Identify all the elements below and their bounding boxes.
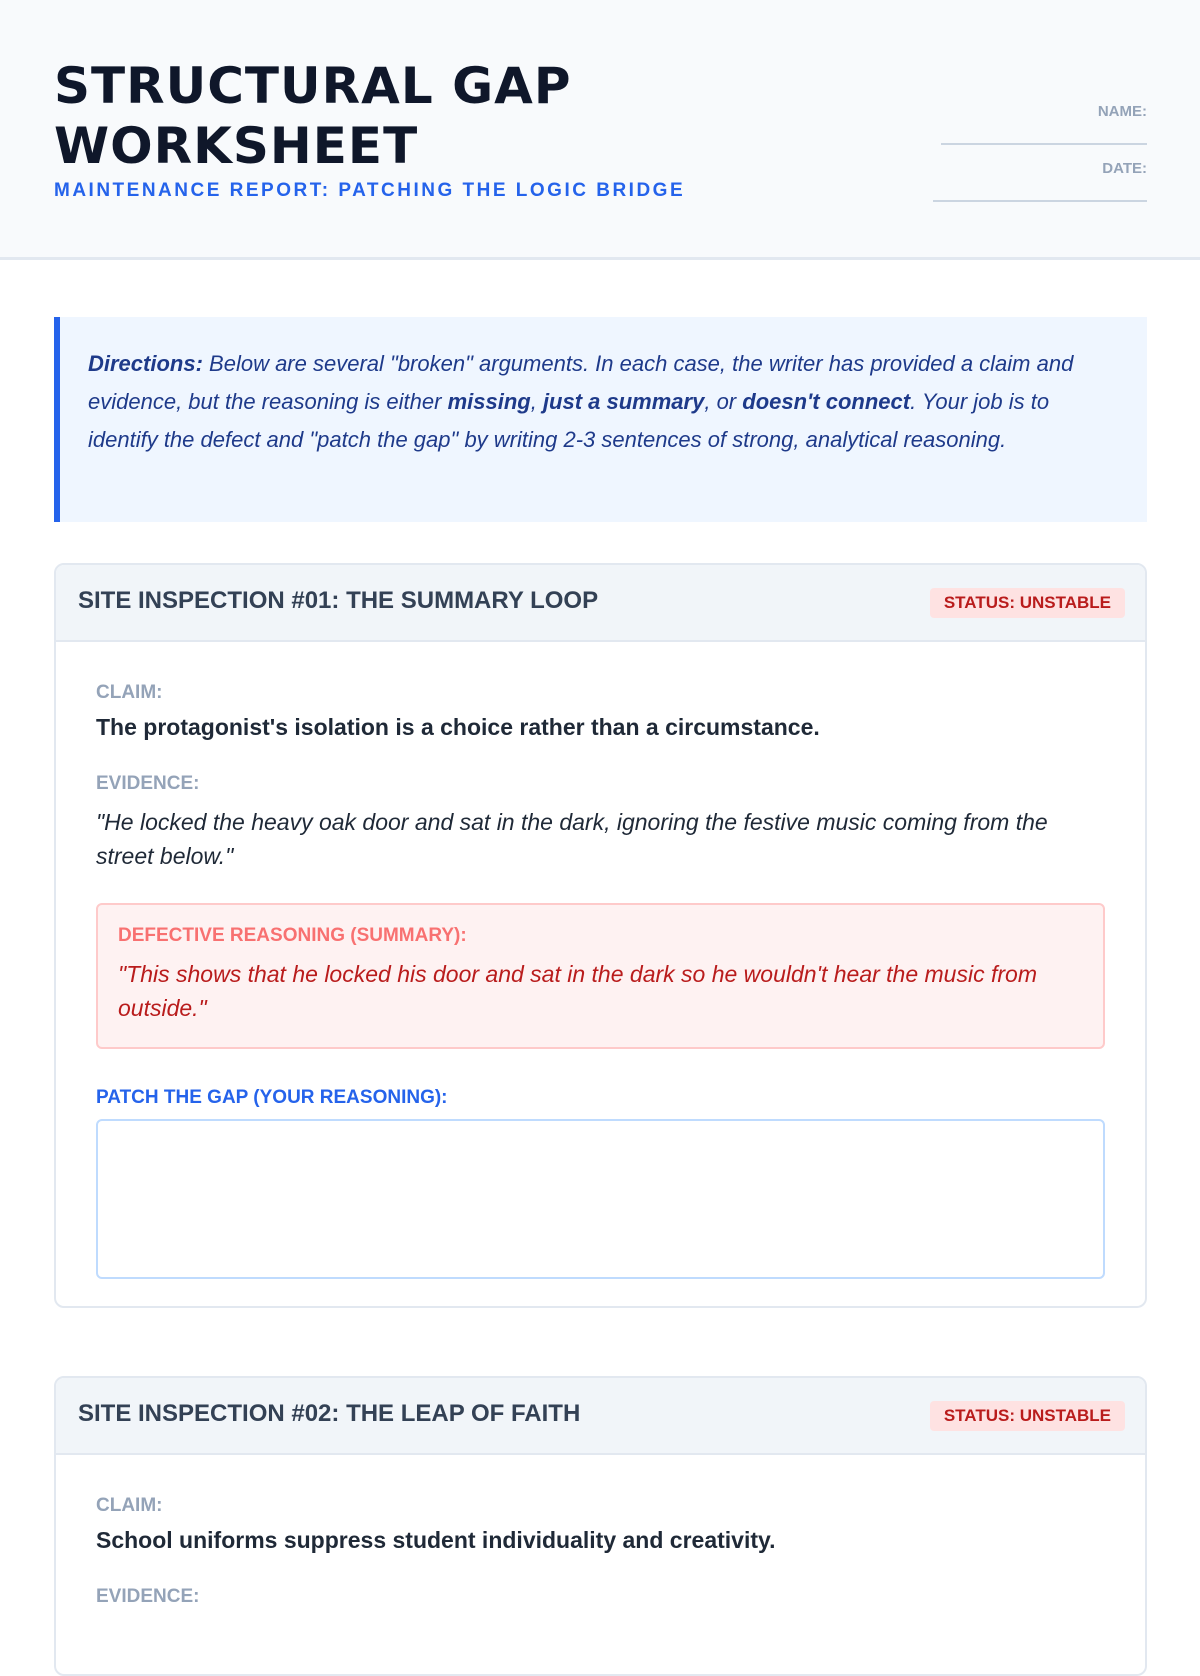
status-badge: STATUS: UNSTABLE — [930, 588, 1125, 618]
name-label: NAME: — [1097, 103, 1147, 120]
defect-summary: just a summary — [542, 389, 705, 414]
evidence-label: EVIDENCE: — [96, 1586, 200, 1607]
directions-text: Below are several "broken" arguments. In each case, the writer has provided a claim and evidence, but the reasoning is either — [88, 351, 1074, 414]
worksheet-header — [0, 0, 1200, 260]
directions-sep: , or — [704, 389, 743, 414]
patch-gap-label: PATCH THE GAP (YOUR REASONING): — [96, 1087, 448, 1108]
defect-disconnect: doesn't connect — [742, 389, 911, 414]
page-title: STRUCTURAL GAP WORKSHEET — [54, 57, 572, 175]
defective-reasoning-text: "This shows that he locked his door and sat in the dark so he wouldn't hear the music from outside." — [118, 961, 1037, 1021]
inspection-card-header — [56, 565, 1145, 642]
inspection-card — [54, 563, 1147, 1308]
claim-text: The protagonist's isolation is a choice rather than a circumstance. — [96, 714, 820, 740]
patch-gap-input[interactable] — [96, 1119, 1105, 1279]
directions-box — [54, 317, 1147, 522]
defective-reasoning-label: DEFECTIVE REASONING (SUMMARY): — [118, 925, 467, 946]
inspection-card-body — [56, 1455, 1145, 1658]
evidence-label: EVIDENCE: — [96, 773, 200, 794]
inspection-card-header — [56, 1378, 1145, 1455]
claim-label: CLAIM: — [96, 1495, 163, 1516]
defective-reasoning-box — [96, 903, 1105, 1049]
date-line — [933, 200, 1147, 202]
claim-text: School uniforms suppress student individuality and creativity. — [96, 1527, 776, 1553]
directions-label: Directions: — [88, 351, 203, 376]
status-badge: STATUS: UNSTABLE — [930, 1401, 1125, 1431]
directions-text: . Your job is to identify the defect and "patch the gap" by writing 2-3 sentences of strong, analytical reasoning. — [88, 389, 1050, 452]
evidence-text: "He locked the heavy oak door and sat in the dark, ignoring the festive music coming from the street below." — [96, 809, 1048, 869]
directions-sep: , — [530, 389, 543, 414]
inspection-card-body — [56, 642, 1145, 1308]
page-subtitle: MAINTENANCE REPORT: PATCHING THE LOGIC BRIDGE — [54, 180, 686, 201]
inspection-card — [54, 1376, 1147, 1676]
inspection-title: SITE INSPECTION #01: THE SUMMARY LOOP — [78, 587, 599, 614]
date-label: DATE: — [1102, 160, 1147, 177]
defect-missing: missing — [447, 389, 531, 414]
claim-label: CLAIM: — [96, 682, 163, 703]
inspection-title: SITE INSPECTION #02: THE LEAP OF FAITH — [78, 1400, 581, 1427]
name-line — [941, 143, 1147, 145]
